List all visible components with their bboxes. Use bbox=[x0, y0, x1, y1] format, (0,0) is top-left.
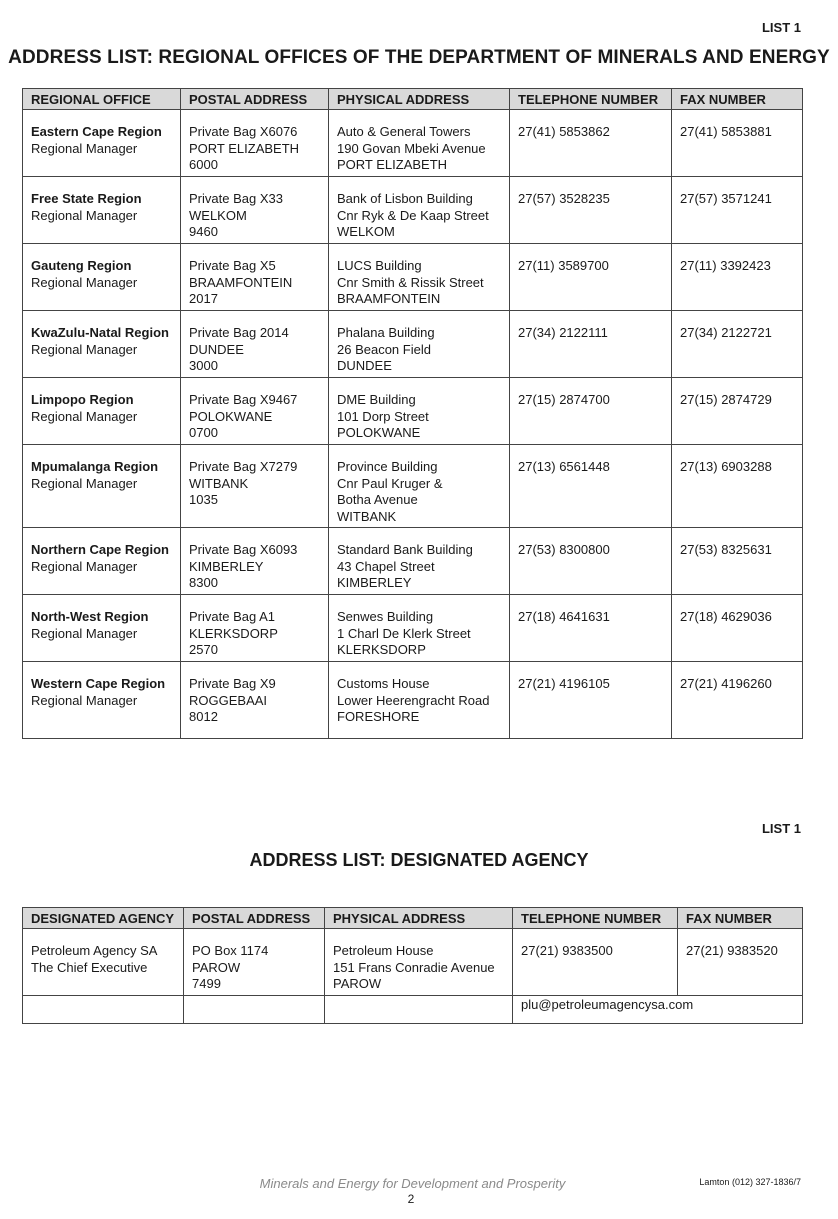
office-name: KwaZulu-Natal Region bbox=[31, 325, 169, 340]
physical-line: Botha Avenue bbox=[337, 492, 418, 507]
col-header-physical-address: PHYSICAL ADDRESS bbox=[325, 908, 513, 929]
physical-cell bbox=[329, 445, 510, 528]
table-row bbox=[23, 929, 803, 996]
fax-cell: 27(13) 6903288 bbox=[672, 445, 803, 528]
empty-cell bbox=[325, 996, 513, 1024]
postal-line: Private Bag X33 bbox=[189, 191, 283, 206]
postal-line: 3000 bbox=[189, 358, 218, 373]
postal-cell bbox=[181, 528, 329, 595]
postal-line: 7499 bbox=[192, 976, 221, 991]
office-cell bbox=[23, 662, 181, 739]
postal-line: Private Bag X6076 bbox=[189, 124, 298, 139]
table-row bbox=[23, 110, 803, 177]
postal-line: PORT ELIZABETH bbox=[189, 140, 300, 156]
regional-offices-table bbox=[22, 88, 803, 739]
postal-line: 8300 bbox=[189, 575, 218, 590]
physical-line: POLOKWANE bbox=[337, 425, 421, 440]
office-name: North-West Region bbox=[31, 609, 149, 624]
telephone-cell: 27(11) 3589700 bbox=[510, 244, 672, 311]
physical-line: Auto & General Towers bbox=[337, 124, 471, 139]
physical-cell bbox=[329, 378, 510, 445]
telephone-cell: 27(57) 3528235 bbox=[510, 177, 672, 244]
col-header-fax-number: FAX NUMBER bbox=[672, 89, 803, 110]
office-name: Limpopo Region bbox=[31, 392, 134, 407]
designated-agency-title: ADDRESS LIST: DESIGNATED AGENCY bbox=[249, 850, 589, 870]
physical-line: 43 Chapel Street bbox=[337, 558, 435, 574]
table-row bbox=[23, 528, 803, 595]
postal-line: Private Bag X9 bbox=[189, 676, 276, 691]
physical-cell bbox=[329, 595, 510, 662]
table-row bbox=[23, 662, 803, 739]
postal-cell bbox=[181, 311, 329, 378]
postal-line: ROGGEBAAI bbox=[189, 692, 268, 708]
office-cell bbox=[23, 110, 181, 177]
postal-line: PAROW bbox=[192, 959, 241, 975]
col-header-postal-address: POSTAL ADDRESS bbox=[181, 89, 329, 110]
agency-name: Petroleum Agency SA bbox=[31, 943, 158, 958]
fax-cell: 27(18) 4629036 bbox=[672, 595, 803, 662]
office-role: Regional Manager bbox=[31, 207, 138, 223]
office-role: Regional Manager bbox=[31, 341, 138, 357]
physical-cell bbox=[325, 929, 513, 996]
physical-line: 1 Charl De Klerk Street bbox=[337, 625, 471, 641]
office-cell bbox=[23, 177, 181, 244]
postal-line: Private Bag X6093 bbox=[189, 542, 298, 557]
postal-cell bbox=[184, 929, 325, 996]
col-header-fax-number: FAX NUMBER bbox=[678, 908, 803, 929]
physical-line: Phalana Building bbox=[337, 325, 435, 340]
postal-line: 1035 bbox=[189, 492, 218, 507]
table-row bbox=[23, 445, 803, 528]
office-role: Regional Manager bbox=[31, 475, 138, 491]
office-name: Western Cape Region bbox=[31, 676, 166, 691]
fax-cell: 27(41) 5853881 bbox=[672, 110, 803, 177]
fax-cell: 27(34) 2122721 bbox=[672, 311, 803, 378]
postal-cell bbox=[181, 244, 329, 311]
postal-line: DUNDEE bbox=[189, 341, 244, 357]
empty-cell bbox=[184, 996, 325, 1024]
postal-line: Private Bag X7279 bbox=[189, 459, 298, 474]
postal-line: POLOKWANE bbox=[189, 408, 273, 424]
physical-cell bbox=[329, 244, 510, 311]
telephone-cell: 27(34) 2122111 bbox=[510, 311, 672, 378]
list-label-top: LIST 1 bbox=[761, 20, 801, 35]
postal-line: 2570 bbox=[189, 642, 218, 657]
telephone-cell: 27(21) 9383500 bbox=[513, 929, 678, 996]
office-role: Regional Manager bbox=[31, 692, 138, 708]
fax-cell: 27(57) 3571241 bbox=[672, 177, 803, 244]
postal-cell bbox=[181, 662, 329, 739]
physical-line: Cnr Smith & Rissik Street bbox=[337, 274, 484, 290]
telephone-cell: 27(18) 4641631 bbox=[510, 595, 672, 662]
physical-line: FORESHORE bbox=[337, 709, 420, 724]
empty-cell bbox=[23, 996, 184, 1024]
table-header-row bbox=[23, 89, 803, 110]
office-role: Regional Manager bbox=[31, 408, 138, 424]
office-role: Regional Manager bbox=[31, 274, 138, 290]
postal-cell bbox=[181, 595, 329, 662]
telephone-cell: 27(15) 2874700 bbox=[510, 378, 672, 445]
postal-line: KIMBERLEY bbox=[189, 558, 264, 574]
postal-cell bbox=[181, 110, 329, 177]
fax-cell: 27(21) 9383520 bbox=[678, 929, 803, 996]
postal-line: 9460 bbox=[189, 224, 218, 239]
table-row bbox=[23, 244, 803, 311]
postal-line: 6000 bbox=[189, 157, 218, 172]
physical-line: Senwes Building bbox=[337, 609, 434, 624]
telephone-cell: 27(41) 5853862 bbox=[510, 110, 672, 177]
printer-credit: Lamton (012) 327-1836/7 bbox=[699, 1177, 801, 1187]
physical-line: Petroleum House bbox=[333, 943, 434, 958]
table-row-email bbox=[23, 996, 803, 1024]
table-header-row bbox=[23, 908, 803, 929]
physical-cell bbox=[329, 177, 510, 244]
physical-line: 190 Govan Mbeki Avenue bbox=[337, 140, 486, 156]
page-number: 2 bbox=[407, 1192, 415, 1206]
postal-line: Private Bag X9467 bbox=[189, 392, 298, 407]
physical-cell bbox=[329, 110, 510, 177]
col-header-designated-agency: DESIGNATED AGENCY bbox=[23, 908, 184, 929]
office-cell bbox=[23, 528, 181, 595]
office-name: Free State Region bbox=[31, 191, 142, 206]
office-role: Regional Manager bbox=[31, 558, 138, 574]
postal-line: WELKOM bbox=[189, 207, 247, 223]
physical-line: KLERKSDORP bbox=[337, 642, 426, 657]
physical-cell bbox=[329, 662, 510, 739]
fax-cell: 27(21) 4196260 bbox=[672, 662, 803, 739]
physical-line: Cnr Ryk & De Kaap Street bbox=[337, 207, 489, 223]
table-row bbox=[23, 177, 803, 244]
physical-line: PAROW bbox=[333, 976, 382, 991]
postal-line: PO Box 1174 bbox=[192, 943, 269, 958]
fax-cell: 27(11) 3392423 bbox=[672, 244, 803, 311]
physical-cell bbox=[329, 311, 510, 378]
postal-cell bbox=[181, 445, 329, 528]
office-cell bbox=[23, 445, 181, 528]
physical-line: PORT ELIZABETH bbox=[337, 157, 448, 172]
designated-agency-table bbox=[22, 907, 803, 1024]
physical-line: Lower Heerengracht Road bbox=[337, 692, 490, 708]
office-role: Regional Manager bbox=[31, 140, 138, 156]
physical-line: LUCS Building bbox=[337, 258, 422, 273]
agency-cell bbox=[23, 929, 184, 996]
physical-cell bbox=[329, 528, 510, 595]
physical-line: Bank of Lisbon Building bbox=[337, 191, 473, 206]
regional-offices-title: ADDRESS LIST: REGIONAL OFFICES OF THE DEPARTMENT OF MINERALS AND ENERGY bbox=[8, 47, 830, 68]
physical-line: 151 Frans Conradie Avenue bbox=[333, 959, 495, 975]
email-link[interactable]: plu@petroleumagencysa.com bbox=[513, 996, 803, 1024]
postal-line: KLERKSDORP bbox=[189, 625, 278, 641]
physical-line: Customs House bbox=[337, 676, 430, 691]
postal-line: BRAAMFONTEIN bbox=[189, 274, 293, 290]
office-name: Eastern Cape Region bbox=[31, 124, 162, 139]
fax-cell: 27(53) 8325631 bbox=[672, 528, 803, 595]
postal-line: WITBANK bbox=[189, 475, 249, 491]
physical-line: WELKOM bbox=[337, 224, 395, 239]
telephone-cell: 27(21) 4196105 bbox=[510, 662, 672, 739]
physical-line: BRAAMFONTEIN bbox=[337, 291, 441, 306]
office-role: Regional Manager bbox=[31, 625, 138, 641]
office-cell bbox=[23, 595, 181, 662]
col-header-physical-address: PHYSICAL ADDRESS bbox=[329, 89, 510, 110]
physical-line: DME Building bbox=[337, 392, 416, 407]
table-row bbox=[23, 378, 803, 445]
physical-line: Cnr Paul Kruger & bbox=[337, 475, 443, 491]
col-header-postal-address: POSTAL ADDRESS bbox=[184, 908, 325, 929]
office-name: Mpumalanga Region bbox=[31, 459, 159, 474]
postal-cell bbox=[181, 378, 329, 445]
postal-line: Private Bag X5 bbox=[189, 258, 276, 273]
physical-line: Standard Bank Building bbox=[337, 542, 473, 557]
col-header-telephone-number: TELEPHONE NUMBER bbox=[513, 908, 678, 929]
office-cell bbox=[23, 244, 181, 311]
postal-line: Private Bag 2014 bbox=[189, 325, 289, 340]
agency-contact: The Chief Executive bbox=[31, 959, 148, 975]
office-cell bbox=[23, 311, 181, 378]
fax-cell: 27(15) 2874729 bbox=[672, 378, 803, 445]
col-header-regional-office: REGIONAL OFFICE bbox=[23, 89, 181, 110]
physical-line: 26 Beacon Field bbox=[337, 341, 431, 357]
office-cell bbox=[23, 378, 181, 445]
postal-line: Private Bag A1 bbox=[189, 609, 275, 624]
postal-line: 2017 bbox=[189, 291, 218, 306]
physical-line: WITBANK bbox=[337, 508, 397, 524]
physical-line: 101 Dorp Street bbox=[337, 408, 429, 424]
table-row bbox=[23, 311, 803, 378]
physical-line: Province Building bbox=[337, 459, 438, 474]
col-header-telephone-number: TELEPHONE NUMBER bbox=[510, 89, 672, 110]
postal-line: 0700 bbox=[189, 425, 218, 440]
table-row bbox=[23, 595, 803, 662]
office-name: Northern Cape Region bbox=[31, 542, 169, 557]
list-label-agency: LIST 1 bbox=[761, 821, 801, 836]
postal-line: 8012 bbox=[189, 709, 218, 724]
physical-line: DUNDEE bbox=[337, 358, 392, 373]
telephone-cell: 27(13) 6561448 bbox=[510, 445, 672, 528]
postal-cell bbox=[181, 177, 329, 244]
office-name: Gauteng Region bbox=[31, 258, 132, 273]
physical-line: KIMBERLEY bbox=[337, 575, 412, 590]
telephone-cell: 27(53) 8300800 bbox=[510, 528, 672, 595]
footer-tagline: Minerals and Energy for Development and Prosperity bbox=[259, 1176, 566, 1191]
